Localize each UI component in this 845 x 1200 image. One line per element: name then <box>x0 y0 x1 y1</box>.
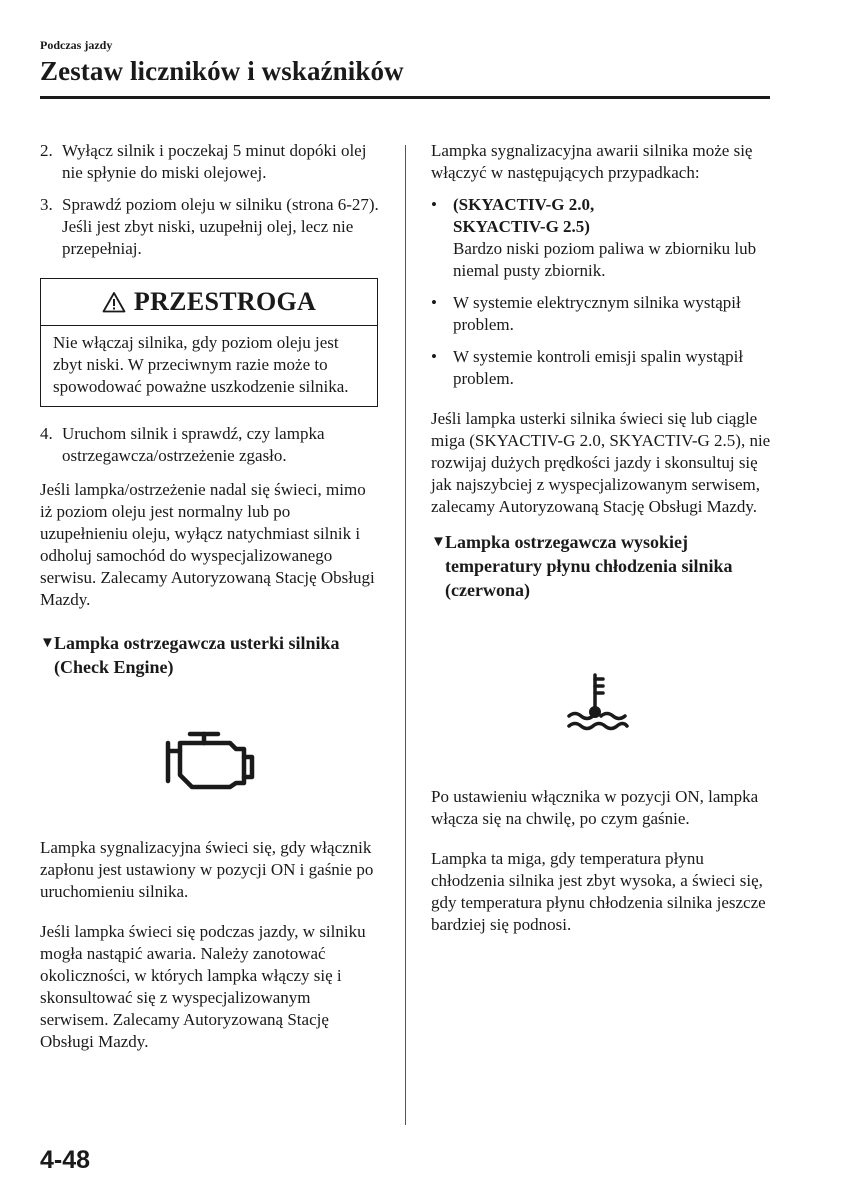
step-text: Sprawdź poziom oleju w silniku (strona 6-27). Jeśli jest zbyt niski, uzupełnij olej, lecz nie przepełniaj. <box>62 195 379 258</box>
title-divider <box>40 96 770 99</box>
step-4 <box>40 423 380 467</box>
paragraph: Lampka sygnalizacyjna świeci się, gdy włącznik zapłonu jest ustawiony w pozycji ON i gaśnie po uruchomieniu silnika. <box>40 838 374 901</box>
section-label: Podczas jazdy <box>40 38 113 52</box>
paragraph: Jeśli lampka świeci się podczas jazdy, w silniku mogła nastąpić awaria. Należy zanotować okoliczności, w których lampka włączy się i skonsultować się z wyspecjalizowanym serwisem. Zalecamy Autoryzowaną Stację Obsługi Mazdy. <box>40 922 366 1051</box>
check-engine-icon <box>160 731 260 791</box>
bullet-text: W systemie kontroli emisji spalin wystąpił problem. <box>453 347 744 388</box>
bullet-bold: SKYACTIV-G 2.5) <box>453 217 590 236</box>
paragraph: Lampka sygnalizacyjna awarii silnika może się włączyć w następujących przypadkach: <box>431 141 753 182</box>
paragraph: Jeśli lampka/ostrzeżenie nadal się świeci, mimo iż poziom oleju jest normalny lub po uzupełnieniu oleju, wyłącz natychmiast silnik i odholuj samochód do wyspecjalizowanego serwisu. Zalecamy Autoryzowaną Stację Obsługi Mazdy. <box>40 480 375 609</box>
page-number: 4-48 <box>40 1146 91 1174</box>
step-3 <box>40 194 380 260</box>
step-number: 2. <box>40 141 53 160</box>
check-engine-icon-box <box>40 731 380 791</box>
bullet-marker: • <box>431 195 437 214</box>
column-divider <box>405 145 406 1125</box>
bullet-text: W systemie elektrycznym silnika wystąpił problem. <box>453 293 741 334</box>
left-column <box>40 140 380 1053</box>
right-column <box>431 140 776 936</box>
list-item <box>431 194 776 282</box>
heading-marker: ▼ <box>431 534 446 550</box>
bullet-marker: • <box>431 293 437 312</box>
list-item <box>431 346 776 390</box>
heading-text: Lampka ostrzegawcza usterki silnika (Check Engine) <box>54 633 340 677</box>
bullet-bold: (SKYACTIV-G 2.0, <box>453 195 595 214</box>
step-number: 3. <box>40 195 53 214</box>
paragraph: Lampka ta miga, gdy temperatura płynu chłodzenia silnika jest zbyt wysoka, a świeci się, gdy temperatura płynu chłodzenia silnika jeszcze bardziej się podnosi. <box>431 849 766 934</box>
section-heading-coolant <box>431 530 776 602</box>
bullet-text: Bardzo niski poziom paliwa w zbiorniku lub niemal pusty zbiornik. <box>453 239 757 280</box>
step-text: Wyłącz silnik i poczekaj 5 minut dopóki olej nie spłynie do miski olejowej. <box>62 141 367 182</box>
paragraph: Jeśli lampka usterki silnika świeci się lub ciągle miga (SKYACTIV-G 2.0, SKYACTIV-G 2.5), nie rozwijaj dużych prędkości jazdy i skonsultuj się jak najszybciej z wyspecjalizowanym serwisem, zalecamy Autoryzowaną Stację Obsługi Mazdy. <box>431 409 771 516</box>
paragraph: Po ustawieniu włącznika w pozycji ON, lampka włącza się na chwilę, po czym gaśnie. <box>431 787 759 828</box>
caution-header <box>41 279 377 326</box>
coolant-temperature-icon <box>565 672 629 734</box>
heading-text: Lampka ostrzegawcza wysokiej temperatury płynu chłodzenia silnika (czerwona) <box>445 532 733 600</box>
coolant-icon-box <box>431 672 776 734</box>
step-2 <box>40 140 380 184</box>
heading-marker: ▼ <box>40 635 55 651</box>
caution-box <box>40 278 378 407</box>
section-heading-check-engine <box>40 631 380 679</box>
list-item <box>431 292 776 336</box>
caution-title: PRZESTROGA <box>133 287 317 316</box>
bullet-marker: • <box>431 347 437 366</box>
warning-triangle-icon <box>102 291 126 313</box>
page-title: Zestaw liczników i wskaźników <box>40 56 404 86</box>
caution-text: Nie włączaj silnika, gdy poziom oleju jest zbyt niski. W przeciwnym razie może to spowodować poważne uszkodzenie silnika. <box>53 333 349 396</box>
step-text: Uruchom silnik i sprawdź, czy lampka ostrzegawcza/ostrzeżenie zgasło. <box>62 424 325 465</box>
step-number: 4. <box>40 424 53 443</box>
